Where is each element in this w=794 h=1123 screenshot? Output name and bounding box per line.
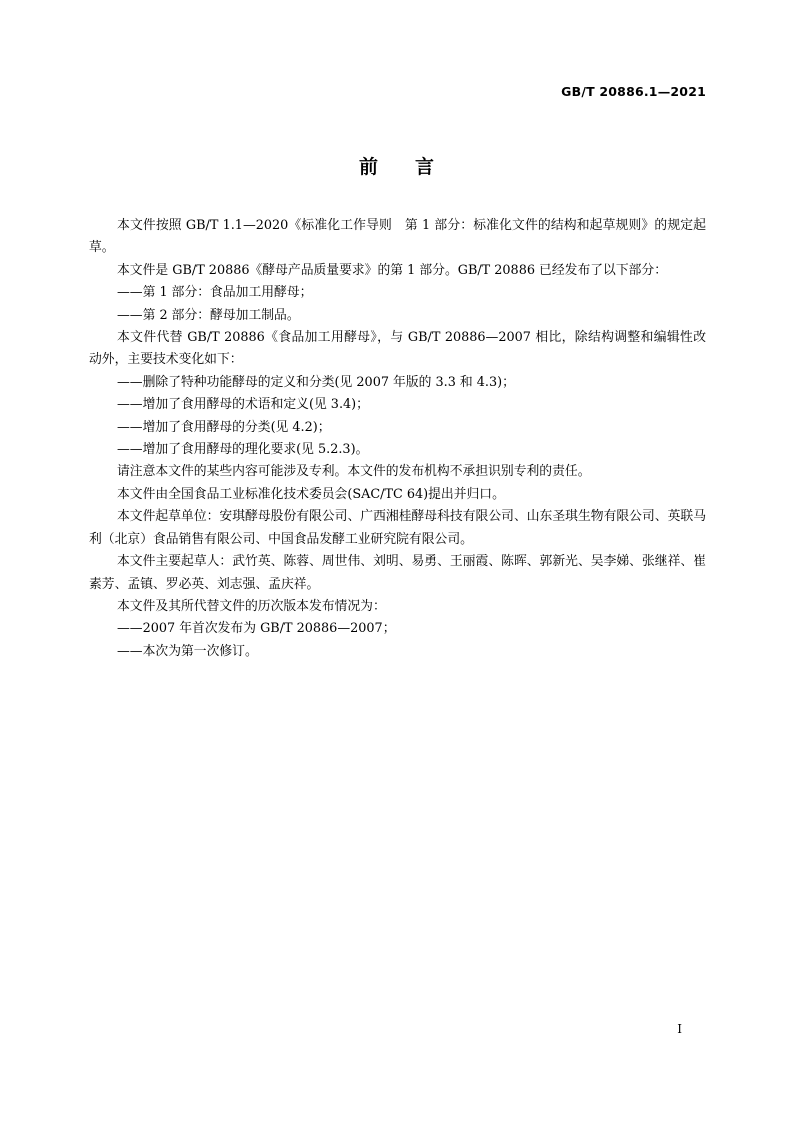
page-title-part2: 言 (415, 156, 436, 178)
standard-code-header: GB/T 20886.1—2021 (561, 84, 706, 99)
paragraph-series-intro: 本文件是 GB/T 20886《酵母产品质量要求》的第 1 部分。GB/T 20886 已经发布了以下部分： (117, 262, 668, 278)
paragraph-patent-notice: 请注意本文件的某些内容可能涉及专利。本文件的发布机构不承担识别专利的责任。 (117, 464, 591, 480)
paragraph-drafting-units: 本文件起草单位：安琪酵母股份有限公司、广西湘桂酵母科技有限公司、山东圣琪生物有限公司、英联马利（北京）食品销售有限公司、中国食品发酵工业研究院有限公司。 (89, 509, 706, 547)
page-number: I (677, 1022, 682, 1036)
page-title-part1: 前 (358, 156, 379, 178)
paragraph-replaces: 本文件代替 GB/T 20886《食品加工用酵母》，与 GB/T 20886—2007 相比，除结构调整和编辑性改动外，主要技术变化如下： (89, 330, 706, 368)
list-item-change-3: ——增加了食用酵母的分类(见 4.2)； (117, 419, 331, 435)
list-item-change-2: ——增加了食用酵母的术语和定义(见 3.4)； (117, 397, 369, 413)
paragraph-drafting-rules: 本文件按照 GB/T 1.1—2020《标准化工作导则 第 1 部分：标准化文件的结构和起草规则》的规定起草。 (89, 218, 706, 256)
list-item-change-4: ——增加了食用酵母的理化要求(见 5.2.3)。 (117, 442, 369, 458)
list-item-history-1: ——2007 年首次发布为 GB/T 20886—2007； (117, 621, 396, 637)
page-title (0, 152, 794, 179)
foreword-body (89, 215, 706, 663)
paragraph-version-history: 本文件及其所代替文件的历次版本发布情况为： (117, 598, 386, 614)
paragraph-drafters: 本文件主要起草人：武竹英、陈蓉、周世伟、刘明、易勇、王丽霞、陈晖、郭新光、吴李娣、张继祥、崔素芳、孟镇、罗必英、刘志强、孟庆祥。 (89, 554, 706, 592)
list-item-change-1: ——删除了特种功能酵母的定义和分类(见 2007 年版的 3.3 和 4.3)； (117, 374, 515, 390)
list-item-part-1: ——第 1 部分：食品加工用酵母； (117, 285, 313, 301)
list-item-part-2: ——第 2 部分：酵母加工制品。 (117, 307, 300, 323)
paragraph-proposed-by: 本文件由全国食品工业标准化技术委员会(SAC/TC 64)提出并归口。 (117, 486, 505, 502)
list-item-history-2: ——本次为第一次修订。 (117, 643, 258, 659)
